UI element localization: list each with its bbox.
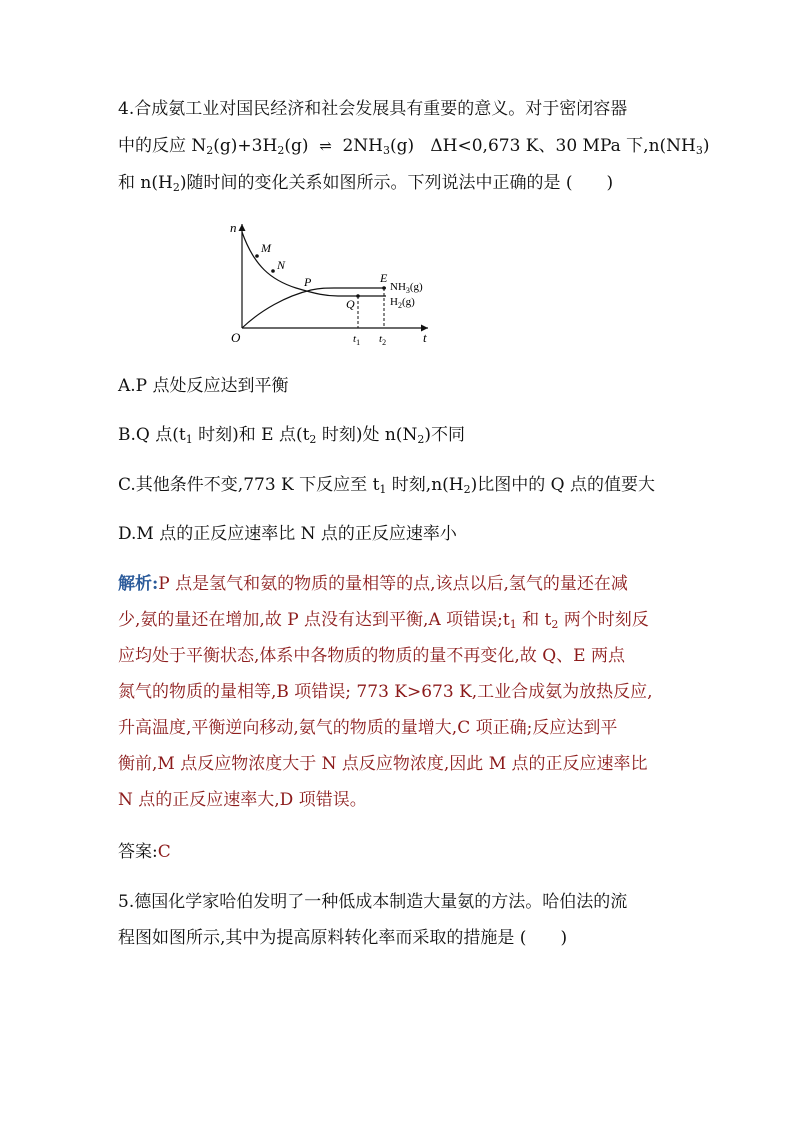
axis-label-t: t (423, 330, 427, 345)
nh3-curve (242, 288, 386, 328)
label-h2: $H_2(g)$ (390, 296, 415, 310)
label-P: P (304, 275, 312, 289)
tick-label-t2: $t_2$ (379, 333, 387, 347)
analysis-line7: N 点的正反应速率大,D 项错误。 (118, 790, 367, 810)
label-Q: Q (346, 297, 355, 311)
point-N (271, 269, 275, 273)
label-M: M (261, 241, 271, 255)
label-E: E (380, 271, 388, 285)
point-E (382, 286, 386, 290)
answer-label: 答案: (118, 842, 158, 862)
q5-line2: 程图如图所示,其中为提高原料转化率而采取的措施是 ( ) (118, 928, 568, 948)
label-N: N (277, 258, 286, 272)
option-D: D.M 点的正反应速率比 N 点的正反应速率小 (118, 524, 457, 544)
analysis-line4: 氮气的物质的量相等,B 项错误; 773 K>673 K,工业合成氨为放热反应, (118, 682, 653, 702)
point-M (255, 254, 259, 258)
option-C: C.其他条件不变,773 K 下反应至 $t_1$ 时刻$,n(H_2)$比图中的 Q 点的值要大 (118, 475, 656, 496)
analysis-line1: 解析:P 点是氢气和氨的物质的量相等的点,该点以后,氢气的量还在减 (118, 574, 628, 594)
axis-label-n: n (230, 220, 237, 235)
equilibrium-arrow-icon: ⇌ (319, 137, 332, 155)
point-Q (356, 294, 360, 298)
origin-label: O (231, 330, 241, 345)
analysis-label: 解析: (118, 574, 159, 594)
analysis-line6: 衡前,M 点反应物浓度大于 N 点反应物浓度,因此 M 点的正反应速率比 (118, 754, 648, 774)
q4-line1: 4.合成氨工业对国民经济和社会发展具有重要的意义。对于密闭容器 (118, 99, 628, 119)
analysis-line2: 少,氨的量还在增加,故 P 点没有达到平衡,A 项错误$;t_1$ 和 $t_2$ 两个时刻反 (118, 610, 649, 631)
q4-line3: 和 $n(H_2)$随时间的变化关系如图所示。下列说法中正确的是 ( ) (118, 173, 614, 194)
q4-line2: 中的反应 $N_2(g)+3H_2(g)$ ⇌ $2NH_3(g)$ ΔH<0,673 K、30 MPa 下$,n(NH_3)$ (118, 136, 710, 157)
n-vs-t-graph (226, 218, 436, 348)
answer-value: C (157, 842, 171, 862)
label-nh3: $NH_3(g)$ (390, 281, 423, 295)
analysis-line3: 应均处于平衡状态,体系中各物质的物质的量不再变化,故 Q、E 两点 (118, 646, 625, 666)
option-B: B.Q 点($t_1$ 时刻)和 E 点($t_2$ 时刻)处 $n(N_2)$不同 (118, 425, 465, 446)
tick-label-t1: $t_1$ (353, 333, 361, 347)
option-A: A.P 点处反应达到平衡 (118, 376, 289, 396)
q5-line1: 5.德国化学家哈伯发明了一种低成本制造大量氨的方法。哈伯法的流 (118, 892, 628, 912)
analysis-line5: 升高温度,平衡逆向移动,氨气的物质的量增大,C 项正确;反应达到平 (118, 718, 618, 738)
answer-line (118, 840, 171, 864)
